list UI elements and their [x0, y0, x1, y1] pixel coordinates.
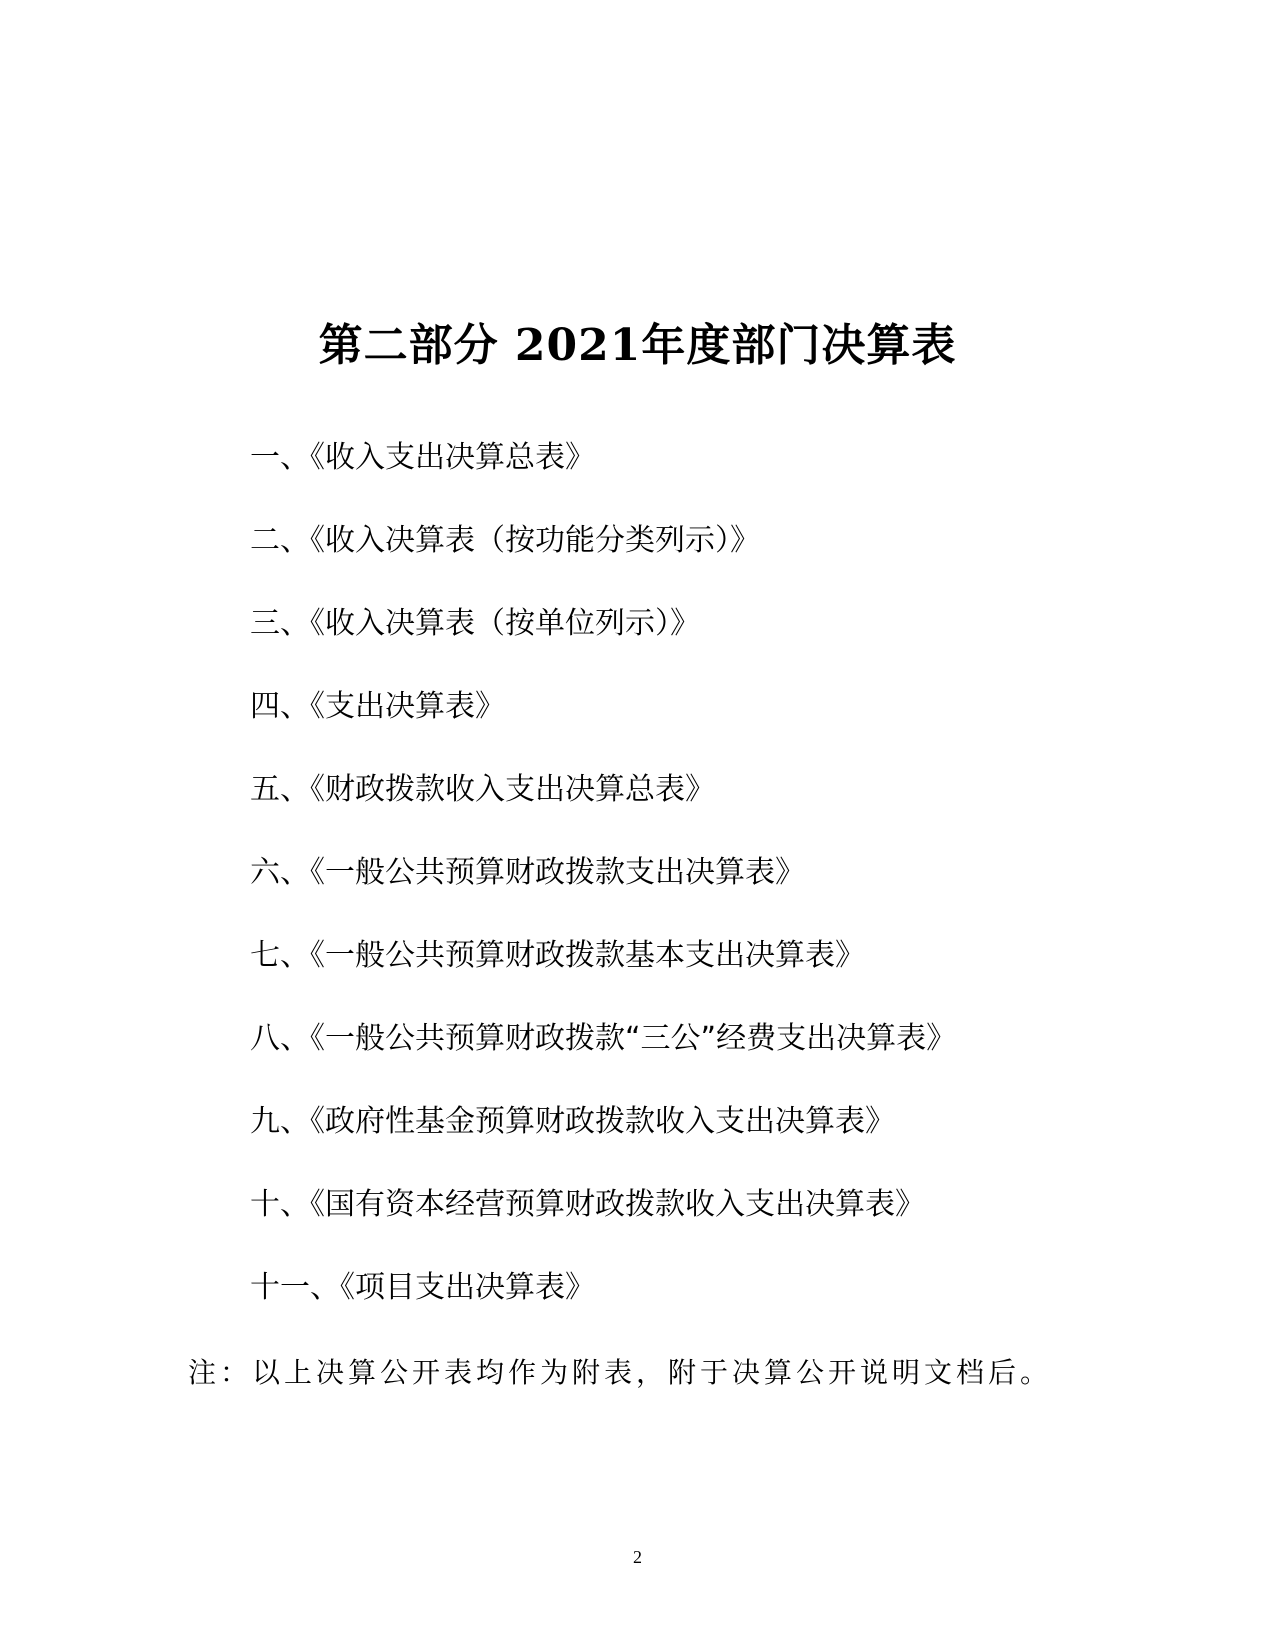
list-item	[250, 604, 1150, 687]
footnote: 注：以上决算公开表均作为附表，附于决算公开说明文档后。	[188, 1356, 1053, 1389]
list-item-title: 《一般公共预算财政拨款支出决算表》	[310, 855, 805, 890]
list-item-title: 《一般公共预算财政拨款“三公”经费支出决算表》	[310, 1021, 957, 1056]
list-item-title: 《一般公共预算财政拨款基本支出决算表》	[310, 938, 865, 973]
page-number: 2	[633, 1547, 642, 1567]
list-item	[250, 770, 1150, 853]
list-item	[250, 1268, 1150, 1351]
list-item	[250, 1019, 1150, 1102]
list-item-number: 七、	[250, 938, 310, 973]
list-item	[250, 521, 1150, 604]
list-item-number: 六、	[250, 855, 310, 890]
list-item	[250, 438, 1150, 521]
list-item	[250, 1185, 1150, 1268]
list-item-title: 《项目支出决算表》	[340, 1270, 595, 1305]
list-item-number: 四、	[250, 689, 310, 724]
list-item-number: 十、	[250, 1187, 310, 1222]
list-item-number: 三、	[250, 606, 310, 641]
list-item-title: 《收入决算表（按单位列示）》	[310, 606, 700, 641]
list-item-number: 二、	[250, 523, 310, 558]
table-list	[250, 438, 1150, 1351]
list-item	[250, 936, 1150, 1019]
list-item-number: 八、	[250, 1021, 310, 1056]
list-item-title: 《收入支出决算总表》	[310, 440, 595, 475]
list-item-title: 《政府性基金预算财政拨款收入支出决算表》	[310, 1104, 895, 1139]
page-title: 第二部分 2021年度部门决算表	[318, 320, 957, 371]
list-item-title: 《收入决算表（按功能分类列示）》	[310, 523, 760, 558]
list-item-number: 五、	[250, 772, 310, 807]
list-item-number: 九、	[250, 1104, 310, 1139]
list-item	[250, 853, 1150, 936]
list-item	[250, 687, 1150, 770]
list-item-number: 一、	[250, 440, 310, 475]
list-item	[250, 1102, 1150, 1185]
list-item-title: 《支出决算表》	[310, 689, 505, 724]
list-item-number: 十一、	[250, 1270, 340, 1305]
list-item-title: 《财政拨款收入支出决算总表》	[310, 772, 715, 807]
list-item-title: 《国有资本经营预算财政拨款收入支出决算表》	[310, 1187, 925, 1222]
